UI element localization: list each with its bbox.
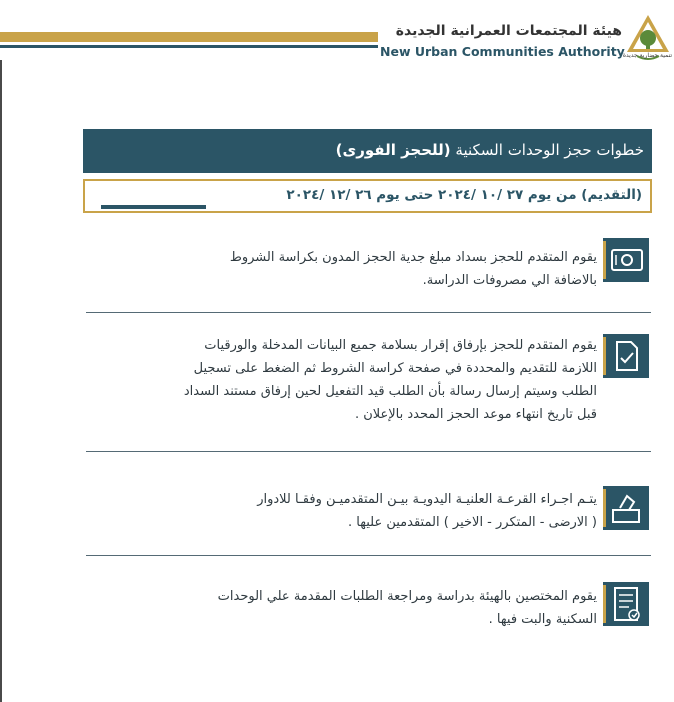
date-range-text: (التقديم) من يوم ٢٧ /١٠ /٢٠٢٤ حتى يوم ٢٦ /١٢ /٢٠٢٤ <box>286 187 642 203</box>
divider <box>86 451 651 452</box>
step-2-line-2: اللازمة للتقديم والمحددة في صفحة كراسة الشروط ثم الضغط على تسجيل <box>193 361 597 376</box>
step-4-line-2: السكنية والبت فيها . <box>488 612 597 627</box>
step-3-line-2: ( الارضى - المتكرر - الاخير ) المتقدمين عليها . <box>348 515 597 530</box>
page-title <box>336 141 644 159</box>
step-3-line-1: يتـم اجـراء القرعـة العلنيـة اليدويـة بيـن المتقدميـن وفقـا للادوار <box>257 492 597 507</box>
step-4-line-1: يقوم المختصين بالهيئة بدراسة ومراجعة الطلبات المقدمة علي الوحدات <box>217 589 597 604</box>
org-name-arabic: هيئة المجتمعات العمرانية الجديدة <box>395 23 622 39</box>
divider <box>86 555 651 556</box>
page-title-main: خطوات حجز الوحدات السكنية <box>450 141 644 159</box>
logo-caption: تنمية حضارية جديدة <box>622 52 672 59</box>
step-1-line-1: يقوم المتقدم للحجز بسداد مبلغ جدية الحجز المدون بكراسة الشروط <box>229 250 597 265</box>
step-1-line-2: بالاضافة الي مصروفات الدراسة. <box>422 273 597 288</box>
step-3-text <box>85 488 597 534</box>
step-4-text <box>85 585 597 631</box>
org-name-english: New Urban Communities Authority <box>380 44 625 59</box>
nuca-logo-icon <box>622 12 672 68</box>
title-bar <box>83 129 652 173</box>
money-icon <box>603 238 649 282</box>
step-2-line-1: يقوم المتقدم للحجز بإرفاق إقرار بسلامة جميع البيانات المدخلة والورقيات <box>204 338 597 353</box>
step-1-text <box>85 246 597 292</box>
page-title-highlight: (للحجز الفورى) <box>335 141 451 159</box>
document-check-icon <box>603 334 649 378</box>
header-teal-bar <box>0 45 378 48</box>
left-edge-line <box>0 60 2 702</box>
step-2-line-3: الطلب وسيتم إرسال رسالة بأن الطلب قيد التفعيل لحين إرفاق مستند السداد <box>183 384 597 399</box>
step-2-line-4: قبل تاريخ انتهاء موعد الحجز المحدد بالإعلان . <box>354 407 597 422</box>
header-gold-bar <box>0 32 378 42</box>
ballot-box-icon <box>603 486 649 530</box>
checklist-icon <box>603 582 649 626</box>
date-underline-accent <box>101 205 206 209</box>
step-2-text <box>85 334 597 426</box>
divider <box>86 312 651 313</box>
